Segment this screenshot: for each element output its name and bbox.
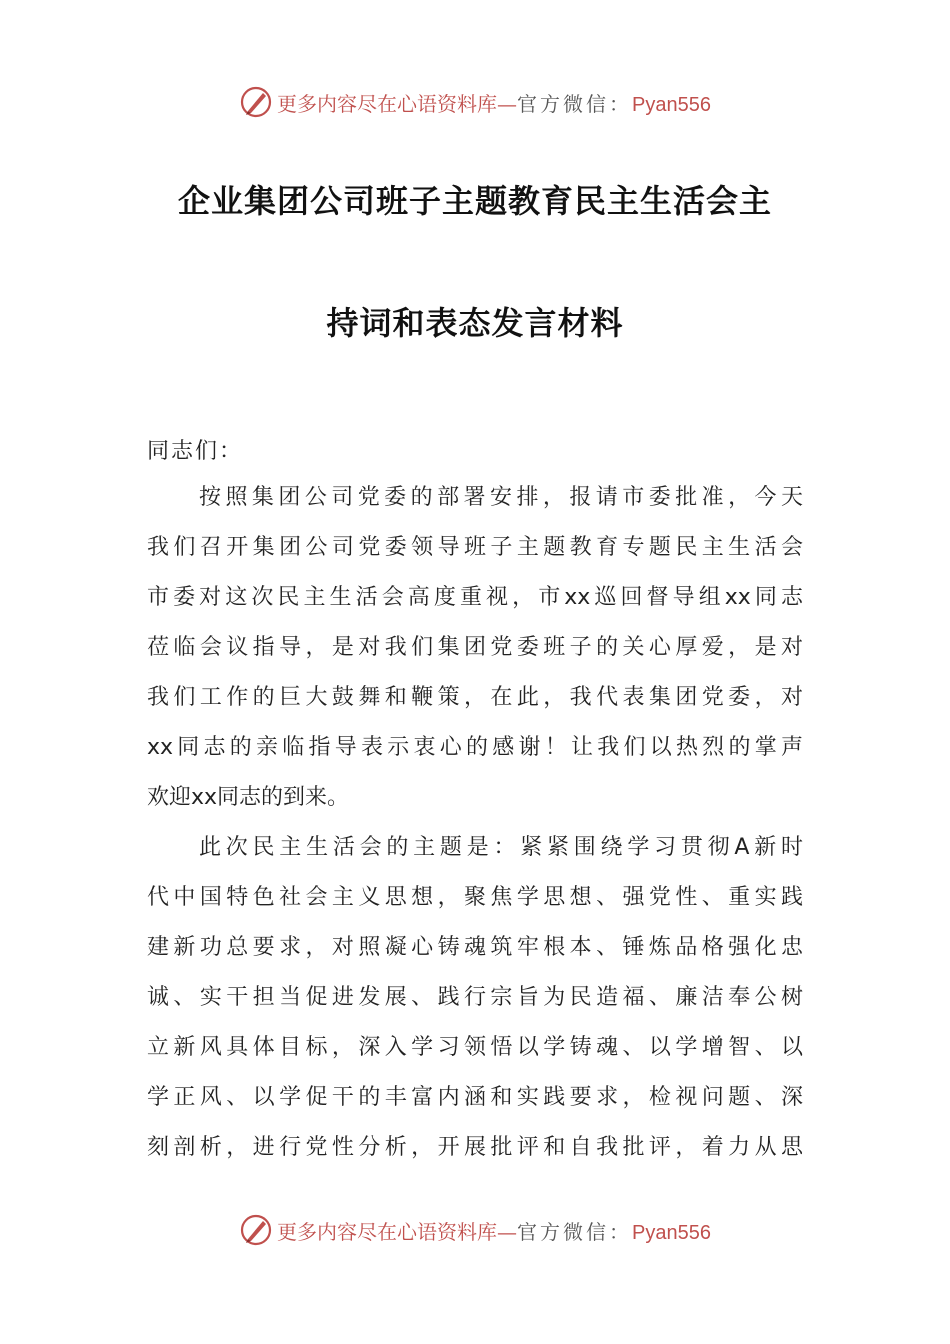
paragraph-2-line: 代中国特色社会主义思想，聚焦学思想、强党性、重实践	[147, 885, 803, 910]
banner-wechat-id: Pyan556	[632, 93, 711, 116]
paragraph-2-line: 学正风、以学促干的丰富内涵和实践要求，检视问题、深	[147, 1085, 803, 1110]
greeting: 同志们：	[147, 439, 244, 464]
document-title-line-1: 企业集团公司班子主题教育民主生活会主	[177, 182, 772, 220]
banner-dash: —	[497, 91, 518, 116]
banner-text	[277, 88, 711, 117]
paragraph-1-line: xx同志的亲临指导表示衷心的感谢！让我们以热烈的掌声	[147, 735, 803, 760]
banner-main-text: 更多内容尽在心语资料库	[277, 1219, 498, 1244]
paragraph-1-line: 我们工作的巨大鼓舞和鞭策，在此，我代表集团党委，对	[147, 685, 803, 710]
paragraph-1-line: 市委对这次民主生活会高度重视，市xx巡回督导组xx同志	[147, 585, 803, 610]
paragraph-1-line: 我们召开集团公司党委领导班子主题教育专题民主生活会	[147, 535, 803, 560]
banner-main-text: 更多内容尽在心语资料库	[277, 91, 498, 116]
banner-text	[277, 1216, 711, 1245]
paragraph-2-line: 建新功总要求，对照凝心铸魂筑牢根本、锤炼品格强化忠	[147, 935, 803, 960]
paragraph-1-line: 按照集团公司党委的部署安排，报请市委批准，今天	[199, 485, 803, 510]
banner-sub-text: 官方微信：	[517, 1219, 633, 1244]
document-title-line-2: 持词和表态发言材料	[326, 304, 624, 342]
footer-banner	[0, 1210, 950, 1250]
paragraph-2-line: 此次民主生活会的主题是：紧紧围绕学习贯彻A新时	[199, 835, 803, 860]
banner-dash: —	[497, 1219, 518, 1244]
paragraph-2-line: 刻剖析，进行党性分析，开展批评和自我批评，着力从思	[147, 1135, 803, 1160]
paragraph-2-line: 立新风具体目标，深入学习领悟以学铸魂、以学增智、以	[147, 1035, 803, 1060]
banner-sub-text: 官方微信：	[517, 91, 633, 116]
pen-logo-icon	[239, 85, 273, 119]
paragraph-1-line: 莅临会议指导，是对我们集团党委班子的关心厚爱，是对	[147, 635, 803, 660]
pen-logo-icon	[239, 1213, 273, 1247]
paragraph-2-line: 诚、实干担当促进发展、践行宗旨为民造福、廉洁奉公树	[147, 985, 803, 1010]
banner-wechat-id: Pyan556	[632, 1221, 711, 1244]
header-banner	[0, 82, 950, 122]
paragraph-1-line: 欢迎xx同志的到来。	[147, 785, 350, 810]
